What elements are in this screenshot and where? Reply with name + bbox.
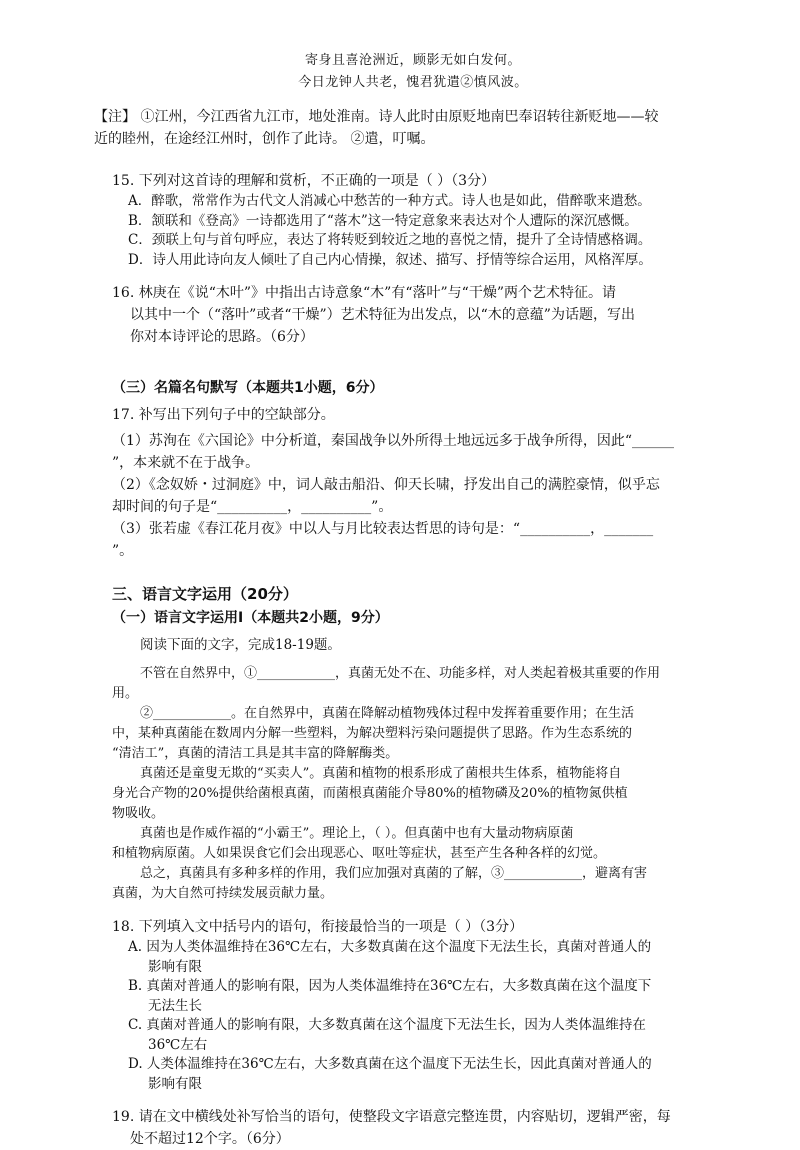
- question-18-option-d-cont: 影响有限: [148, 1075, 202, 1092]
- passage-line: 身光合产物的20%提供给菌根真菌，而菌根真菌能介导80%的植物磷及20%的植物氮供植: [112, 786, 628, 801]
- question-19-line: 19. 请在文中横线处补写恰当的语句，使整段文字语意完整连贯，内容贴切，逻辑严密，每: [112, 1109, 671, 1125]
- part-3-heading: 三、语言文字运用（20分）: [112, 585, 298, 603]
- question-18-option-b-cont: 无法生长: [148, 997, 202, 1014]
- question-17-item-2-cont: 却时间的句子是“__________，__________”。: [112, 499, 393, 515]
- passage-line: 中，某种真菌能在数周内分解一些塑料，为解决塑料污染问题提供了思路。作为生态系统的: [112, 726, 633, 741]
- question-17-item-3: （3）张若虚《春江花月夜》中以人与月比较表达哲思的诗句是：“__________，_______: [112, 521, 654, 537]
- section-3-heading: （三）名篇名句默写（本题共1小题，6分）: [112, 380, 384, 396]
- question-19-line: 处不超过12个字。（6分）: [130, 1131, 290, 1147]
- passage-line: 用。: [112, 686, 139, 701]
- question-17-item-2: （2）《念奴娇・过洞庭》中，词人敲击船沿、仰天长啸，抒发出自己的满腔豪情，似乎忘: [112, 477, 660, 493]
- question-18-stem: 18. 下列填入文中括号内的语句，衔接最恰当的一项是（ ）（3分）: [112, 919, 524, 935]
- passage-line: ②____________。在自然界中，真菌在降解动植物残体过程中发挥着重要作用；在生活: [140, 706, 635, 721]
- passage-line: 真菌还是童叟无欺的“买卖人”。真菌和植物的根系形成了菌根共生体系，植物能将自: [140, 766, 622, 781]
- annotation-line: 【注】 ①江州，今江西省九江市，地处淮南。诗人此时由原贬地南巴奉诏转往新贬地——较: [94, 109, 659, 125]
- question-18-option-c: C. 真菌对普通人的影响有限，大多数真菌在这个温度下无法生长，因为人类体温维持在: [128, 1017, 646, 1033]
- question-16-line: 以其中一个（“落叶”或者“干燥”）艺术特征为出发点，以“木的意蕴”为话题，写出: [130, 307, 635, 323]
- question-18-option-d: D. 人类体温维持在36℃左右，大多数真菌在这个温度下无法生长，因此真菌对普通人的: [128, 1056, 652, 1072]
- passage-line: 真菌，为大自然可持续发展贡献力量。: [112, 886, 334, 901]
- reading-intro: 阅读下面的文字，完成18-19题。: [140, 637, 341, 653]
- passage-line: 真菌也是作威作福的“小霸王”。理论上，（ ）。但真菌中也有大量动物病原菌: [140, 826, 574, 841]
- poem: [112, 0, 714, 94]
- question-18-option-b: B. 真菌对普通人的影响有限，因为人类体温维持在36℃左右，大多数真菌在这个温度下: [128, 978, 652, 994]
- question-15-option-d: D．诗人用此诗向友人倾吐了自己内心情操，叙述、描写、抒情等综合运用，风格浑厚。: [128, 251, 652, 268]
- question-17-item-1-cont: ”，本来就不在于战争。: [112, 455, 260, 471]
- question-15-option-a: A．醉歌，常常作为古代文人消减心中愁苦的一种方式。诗人也是如此，借醉歌来遣愁。: [128, 193, 651, 209]
- question-18-option-c-cont: 36℃左右: [148, 1036, 208, 1053]
- question-17-item-1: （1）苏洵在《六国论》中分析道，秦国战争以外所得土地远远多于战争所得，因此“______: [112, 433, 675, 449]
- question-15-option-c: C．颈联上句与首句呼应，表达了将转贬到较近之地的喜悦之情，提升了全诗情感格调。: [128, 232, 652, 248]
- annotation-line: 近的睦州，在途经江州时，创作了此诗。 ②遣，叮嘱。: [94, 131, 435, 147]
- question-17-item-3-cont: ”。: [112, 543, 134, 559]
- question-15-option-b: B．颔联和《登高》一诗都选用了“落木”这一特定意象来表达对个人遭际的深沉感慨。: [128, 212, 638, 229]
- passage-line: 不管在自然界中，①____________，真菌无处不在、功能多样，对人类起着极其重要的作用: [140, 666, 661, 681]
- question-16-line: 你对本诗评论的思路。（6分）: [130, 329, 314, 345]
- passage-line: “清洁工”，真菌的清洁工具是其丰富的降解酶类。: [112, 746, 399, 761]
- question-17-stem: 17. 补写出下列句子中的空缺部分。: [112, 407, 335, 423]
- poem-line: 寄身且喜沧洲近，顾影无如白发何。: [304, 53, 521, 68]
- passage-line: 物吸收。: [112, 806, 165, 821]
- reading-passage: [112, 664, 714, 904]
- question-15-stem: 15. 下列对这首诗的理解和赏析，不正确的一项是（ ）（3分）: [112, 173, 496, 189]
- part-3-subheading: （一）语言文字运用Ⅰ（本题共2小题，9分）: [112, 610, 389, 626]
- question-18-option-a: A. 因为人类体温维持在36℃左右，大多数真菌在这个温度下无法生长，真菌对普通人的: [128, 939, 652, 955]
- question-16-line: 16. 林庚在《说“木叶”》中指出古诗意象“木”有“落叶”与“干燥”两个艺术特征。请: [112, 285, 616, 301]
- question-18-option-a-cont: 影响有限: [148, 958, 202, 975]
- poem-line: 今日龙钟人共老，愧君犹遣②慎风波。: [298, 75, 528, 90]
- passage-line: 总之，真菌具有多种多样的作用，我们应加强对真菌的了解，③____________，避离有害: [140, 866, 648, 881]
- passage-line: 和植物病原菌。人如果误食它们会出现恶心、呕吐等症状，甚至产生各种各样的幻觉。: [112, 846, 607, 861]
